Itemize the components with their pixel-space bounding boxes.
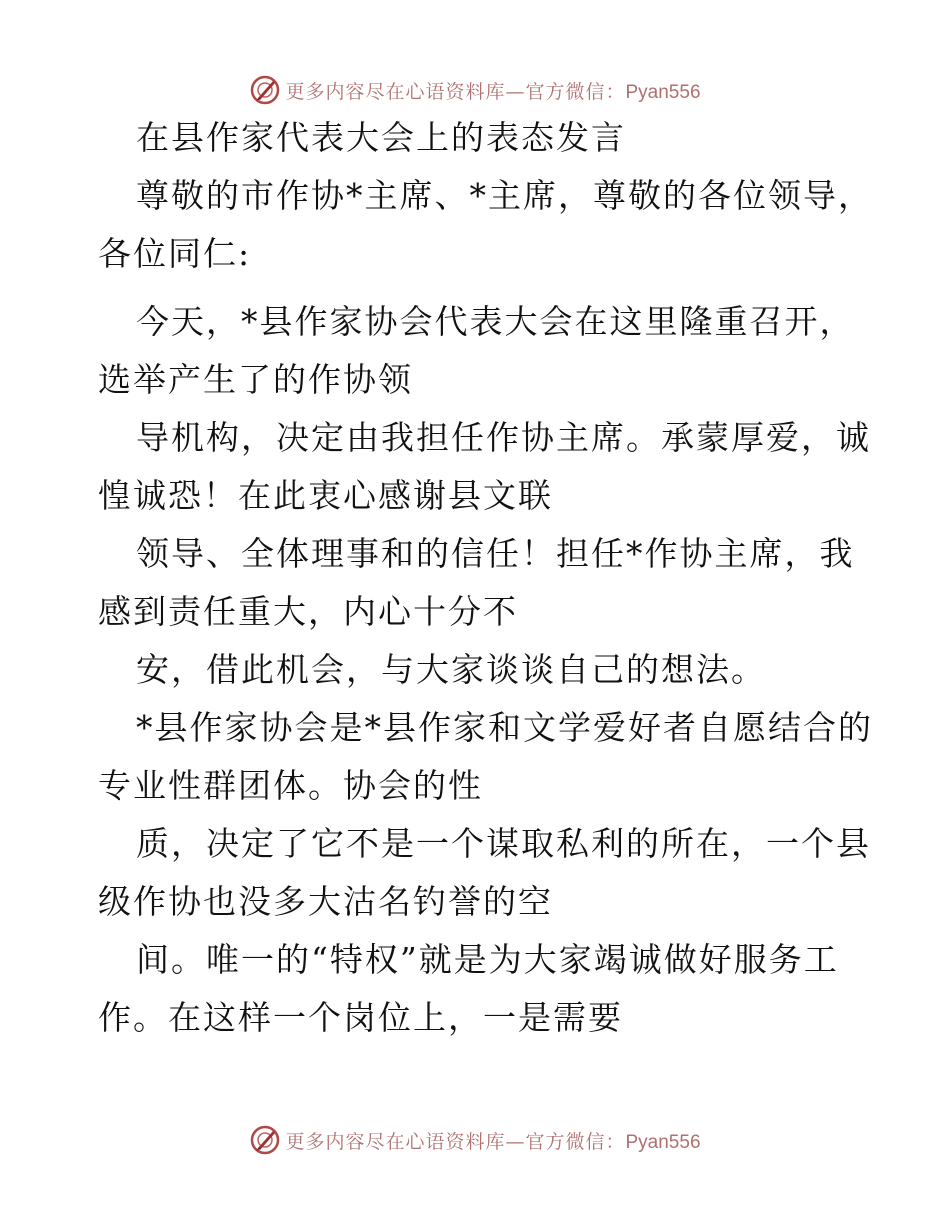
text-line: 专业性群团体。协会的性: [98, 766, 483, 805]
footer-watermark: [0, 1120, 950, 1160]
text-line: 作。在这样一个岗位上，一是需要: [98, 998, 623, 1037]
watermark-text: 更多内容尽在心语资料库—官方微信：Pyan556: [285, 80, 701, 103]
text-line: 级作协也没多大沽名钓誉的空: [98, 882, 553, 921]
document-title: 在县作家代表大会上的表态发言: [136, 118, 626, 157]
watermark-id: Pyan556: [625, 81, 701, 103]
watermark-id: Pyan556: [625, 1131, 701, 1153]
text-line: 安，借此机会，与大家谈谈自己的想法。: [136, 650, 766, 689]
text-line: 今天，*县作家协会代表大会在这里隆重召开，: [136, 302, 855, 341]
watermark-text: 更多内容尽在心语资料库—官方微信：Pyan556: [285, 1130, 701, 1153]
text-line: 领导、全体理事和的信任！担任*作协主席，我: [136, 534, 855, 573]
text-line: *县作家协会是*县作家和文学爱好者自愿结合的: [136, 708, 873, 747]
quill-seal-icon: [249, 1124, 281, 1156]
quill-seal-icon: [249, 74, 281, 106]
text-line: 间。唯一的“特权”就是为大家竭诚做好服务工: [136, 940, 839, 979]
text-line: 各位同仁:: [98, 234, 252, 273]
text-line: 选举产生了的作协领: [98, 360, 413, 399]
text-line: 感到责任重大，内心十分不: [98, 592, 518, 631]
header-watermark: [0, 70, 950, 110]
text-line: 质，决定了它不是一个谋取私利的所在，一个县: [136, 824, 871, 863]
text-line: 尊敬的市作协*主席、*主席，尊敬的各位领导，: [136, 176, 873, 215]
text-line: 导机构，决定由我担任作协主席。承蒙厚爱，诚: [136, 418, 871, 457]
text-line: 惶诚恐！在此衷心感谢县文联: [98, 476, 553, 515]
